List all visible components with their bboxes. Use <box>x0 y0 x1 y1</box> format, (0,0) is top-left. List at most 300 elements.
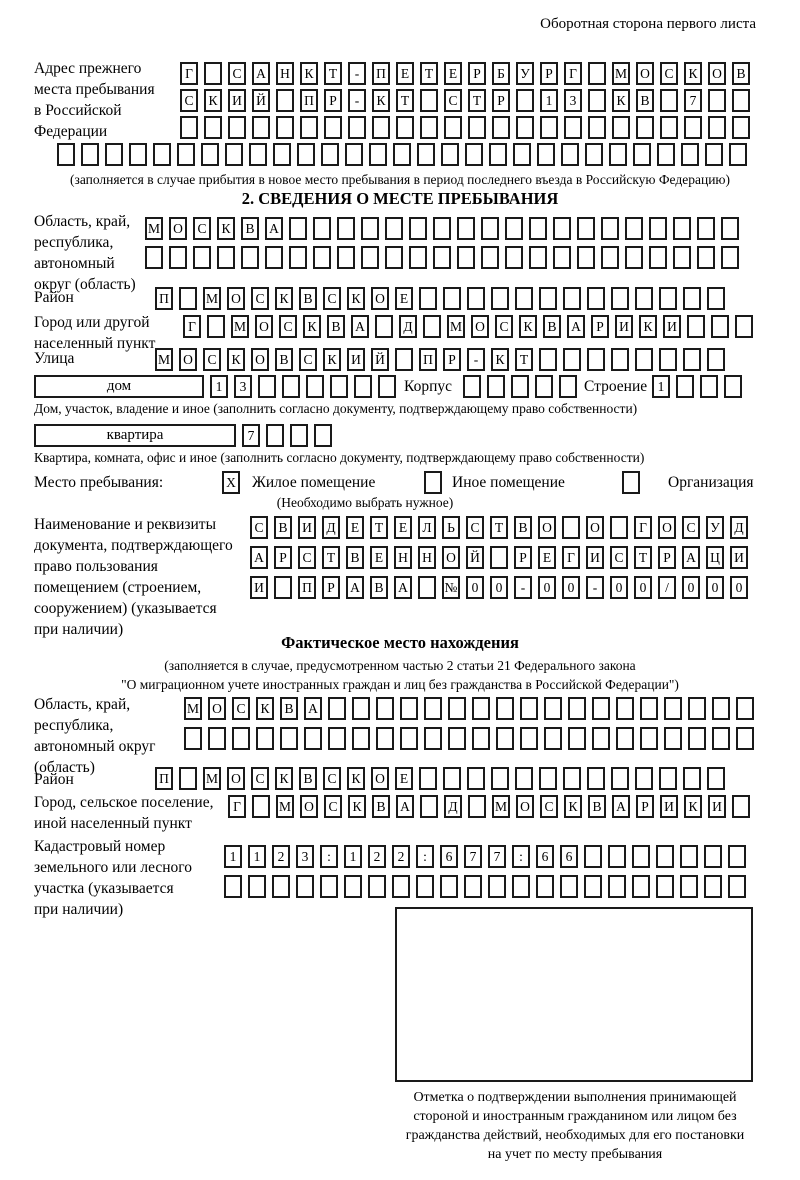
form-cell[interactable]: 6 <box>560 845 578 868</box>
form-cell[interactable]: С <box>444 89 462 112</box>
form-cell[interactable] <box>252 116 270 139</box>
form-cell[interactable]: Н <box>418 546 436 569</box>
form-cell[interactable] <box>505 246 523 269</box>
form-cell[interactable] <box>683 287 701 310</box>
form-cell[interactable] <box>616 727 634 750</box>
form-cell[interactable]: М <box>203 767 221 790</box>
form-cell[interactable] <box>625 217 643 240</box>
form-cell[interactable] <box>505 217 523 240</box>
form-cell[interactable]: К <box>300 62 318 85</box>
form-cell[interactable] <box>313 217 331 240</box>
form-cell[interactable] <box>611 287 629 310</box>
form-cell[interactable] <box>153 143 171 166</box>
form-cell[interactable] <box>217 246 235 269</box>
form-cell[interactable] <box>577 217 595 240</box>
form-cell[interactable] <box>468 795 486 818</box>
form-cell[interactable] <box>258 375 276 398</box>
form-cell[interactable]: Р <box>658 546 676 569</box>
form-cell[interactable]: Н <box>276 62 294 85</box>
form-cell[interactable] <box>252 795 270 818</box>
form-cell[interactable] <box>409 217 427 240</box>
form-cell[interactable]: П <box>155 767 173 790</box>
form-cell[interactable]: Ц <box>706 546 724 569</box>
form-cell[interactable] <box>81 143 99 166</box>
organization-checkbox[interactable] <box>622 471 640 494</box>
form-cell[interactable] <box>735 315 753 338</box>
form-cell[interactable]: Е <box>395 287 413 310</box>
form-cell[interactable]: Р <box>591 315 609 338</box>
form-cell[interactable] <box>587 767 605 790</box>
form-cell[interactable] <box>712 697 730 720</box>
form-cell[interactable] <box>664 727 682 750</box>
form-cell[interactable] <box>563 767 581 790</box>
form-cell[interactable] <box>457 246 475 269</box>
form-cell[interactable] <box>443 767 461 790</box>
form-cell[interactable]: 2 <box>272 845 290 868</box>
form-cell[interactable]: В <box>543 315 561 338</box>
form-cell[interactable]: И <box>660 795 678 818</box>
form-cell[interactable]: С <box>203 348 221 371</box>
form-cell[interactable]: К <box>323 348 341 371</box>
form-cell[interactable] <box>417 143 435 166</box>
form-cell[interactable] <box>354 375 372 398</box>
form-cell[interactable]: Л <box>418 516 436 539</box>
form-cell[interactable]: К <box>275 287 293 310</box>
form-cell[interactable]: Т <box>634 546 652 569</box>
form-cell[interactable]: О <box>516 795 534 818</box>
form-cell[interactable] <box>324 116 342 139</box>
form-cell[interactable]: К <box>256 697 274 720</box>
form-cell[interactable]: 7 <box>464 845 482 868</box>
form-cell[interactable]: К <box>217 217 235 240</box>
form-cell[interactable]: № <box>442 576 460 599</box>
form-cell[interactable] <box>656 845 674 868</box>
form-cell[interactable] <box>345 143 363 166</box>
form-cell[interactable] <box>330 375 348 398</box>
form-cell[interactable]: 3 <box>234 375 252 398</box>
form-cell[interactable]: С <box>251 767 269 790</box>
form-cell[interactable] <box>304 727 322 750</box>
form-cell[interactable] <box>683 348 701 371</box>
form-cell[interactable]: М <box>145 217 163 240</box>
form-cell[interactable] <box>736 727 754 750</box>
form-cell[interactable]: 2 <box>392 845 410 868</box>
form-cell[interactable] <box>179 767 197 790</box>
form-cell[interactable] <box>633 143 651 166</box>
form-cell[interactable]: 0 <box>706 576 724 599</box>
form-cell[interactable]: В <box>299 287 317 310</box>
form-cell[interactable]: Г <box>562 546 580 569</box>
form-cell[interactable] <box>228 116 246 139</box>
form-cell[interactable] <box>711 315 729 338</box>
form-cell[interactable] <box>297 143 315 166</box>
form-cell[interactable] <box>464 875 482 898</box>
form-cell[interactable] <box>321 143 339 166</box>
form-cell[interactable] <box>420 795 438 818</box>
form-cell[interactable] <box>553 217 571 240</box>
form-cell[interactable]: О <box>371 767 389 790</box>
form-cell[interactable] <box>448 727 466 750</box>
form-cell[interactable]: 3 <box>296 845 314 868</box>
form-cell[interactable] <box>273 143 291 166</box>
form-cell[interactable] <box>640 727 658 750</box>
form-cell[interactable] <box>608 845 626 868</box>
form-cell[interactable]: Т <box>515 348 533 371</box>
form-cell[interactable] <box>241 246 259 269</box>
form-cell[interactable] <box>728 875 746 898</box>
form-cell[interactable] <box>700 375 718 398</box>
form-cell[interactable] <box>529 217 547 240</box>
form-cell[interactable] <box>584 845 602 868</box>
form-cell[interactable]: 7 <box>488 845 506 868</box>
form-cell[interactable] <box>306 375 324 398</box>
form-cell[interactable] <box>328 697 346 720</box>
form-cell[interactable] <box>348 116 366 139</box>
form-cell[interactable] <box>728 845 746 868</box>
form-cell[interactable] <box>625 246 643 269</box>
form-cell[interactable] <box>248 875 266 898</box>
form-cell[interactable]: Р <box>322 576 340 599</box>
form-cell[interactable]: Т <box>370 516 388 539</box>
form-cell[interactable]: Р <box>636 795 654 818</box>
form-cell[interactable] <box>535 375 553 398</box>
form-cell[interactable]: Т <box>396 89 414 112</box>
form-cell[interactable] <box>280 727 298 750</box>
form-cell[interactable]: А <box>265 217 283 240</box>
form-cell[interactable]: В <box>346 546 364 569</box>
form-cell[interactable]: - <box>586 576 604 599</box>
form-cell[interactable]: О <box>251 348 269 371</box>
form-cell[interactable] <box>636 116 654 139</box>
form-cell[interactable] <box>274 576 292 599</box>
form-cell[interactable] <box>265 246 283 269</box>
form-cell[interactable] <box>105 143 123 166</box>
form-cell[interactable] <box>400 727 418 750</box>
form-cell[interactable] <box>184 727 202 750</box>
form-cell[interactable]: А <box>250 546 268 569</box>
form-cell[interactable] <box>697 217 715 240</box>
form-cell[interactable] <box>443 287 461 310</box>
form-cell[interactable] <box>563 348 581 371</box>
form-cell[interactable] <box>433 246 451 269</box>
form-cell[interactable] <box>688 727 706 750</box>
form-cell[interactable] <box>372 116 390 139</box>
form-cell[interactable] <box>145 246 163 269</box>
form-cell[interactable]: К <box>564 795 582 818</box>
form-cell[interactable] <box>467 767 485 790</box>
form-cell[interactable] <box>664 697 682 720</box>
form-cell[interactable]: К <box>372 89 390 112</box>
form-cell[interactable] <box>418 576 436 599</box>
form-cell[interactable]: О <box>708 62 726 85</box>
form-cell[interactable]: Р <box>443 348 461 371</box>
form-cell[interactable] <box>684 116 702 139</box>
form-cell[interactable]: 0 <box>466 576 484 599</box>
form-cell[interactable] <box>207 315 225 338</box>
form-cell[interactable]: С <box>610 546 628 569</box>
form-cell[interactable] <box>465 143 483 166</box>
form-cell[interactable]: С <box>250 516 268 539</box>
form-cell[interactable] <box>208 727 226 750</box>
form-cell[interactable]: А <box>394 576 412 599</box>
form-cell[interactable]: О <box>471 315 489 338</box>
form-cell[interactable] <box>376 727 394 750</box>
form-cell[interactable]: М <box>155 348 173 371</box>
form-cell[interactable] <box>724 375 742 398</box>
form-cell[interactable]: М <box>276 795 294 818</box>
form-cell[interactable]: К <box>519 315 537 338</box>
form-cell[interactable] <box>481 217 499 240</box>
form-cell[interactable] <box>588 116 606 139</box>
form-cell[interactable]: - <box>348 89 366 112</box>
form-cell[interactable] <box>680 845 698 868</box>
form-cell[interactable] <box>419 287 437 310</box>
form-cell[interactable] <box>204 116 222 139</box>
form-cell[interactable]: С <box>682 516 700 539</box>
form-cell[interactable]: С <box>180 89 198 112</box>
form-cell[interactable]: К <box>684 795 702 818</box>
form-cell[interactable]: - <box>348 62 366 85</box>
form-cell[interactable]: У <box>706 516 724 539</box>
form-cell[interactable]: А <box>351 315 369 338</box>
form-cell[interactable] <box>656 875 674 898</box>
form-cell[interactable]: С <box>299 348 317 371</box>
form-cell[interactable]: О <box>636 62 654 85</box>
form-cell[interactable]: И <box>250 576 268 599</box>
form-cell[interactable] <box>468 116 486 139</box>
form-cell[interactable] <box>708 89 726 112</box>
form-cell[interactable] <box>681 143 699 166</box>
form-cell[interactable] <box>282 375 300 398</box>
form-cell[interactable]: К <box>204 89 222 112</box>
form-cell[interactable] <box>201 143 219 166</box>
form-cell[interactable]: 7 <box>242 424 260 447</box>
form-cell[interactable] <box>496 697 514 720</box>
form-cell[interactable]: М <box>447 315 465 338</box>
form-cell[interactable]: Г <box>634 516 652 539</box>
form-cell[interactable] <box>587 348 605 371</box>
form-cell[interactable]: И <box>586 546 604 569</box>
form-cell[interactable] <box>289 246 307 269</box>
form-cell[interactable] <box>537 143 555 166</box>
form-cell[interactable]: Б <box>492 62 510 85</box>
form-cell[interactable] <box>635 767 653 790</box>
form-cell[interactable] <box>396 116 414 139</box>
form-cell[interactable] <box>424 727 442 750</box>
form-cell[interactable]: : <box>416 845 434 868</box>
form-cell[interactable]: В <box>280 697 298 720</box>
form-cell[interactable] <box>385 246 403 269</box>
form-cell[interactable] <box>463 375 481 398</box>
form-cell[interactable] <box>467 287 485 310</box>
form-cell[interactable]: К <box>227 348 245 371</box>
form-cell[interactable] <box>640 697 658 720</box>
form-cell[interactable]: И <box>228 89 246 112</box>
form-cell[interactable]: О <box>300 795 318 818</box>
form-cell[interactable] <box>420 116 438 139</box>
form-cell[interactable] <box>611 767 629 790</box>
form-cell[interactable] <box>393 143 411 166</box>
form-cell[interactable]: : <box>512 845 530 868</box>
form-cell[interactable]: О <box>227 287 245 310</box>
form-cell[interactable]: К <box>347 287 365 310</box>
form-cell[interactable]: М <box>203 287 221 310</box>
form-cell[interactable]: Т <box>468 89 486 112</box>
form-cell[interactable]: О <box>169 217 187 240</box>
form-cell[interactable]: К <box>303 315 321 338</box>
form-cell[interactable]: 1 <box>652 375 670 398</box>
form-cell[interactable]: Т <box>490 516 508 539</box>
form-cell[interactable] <box>608 875 626 898</box>
form-cell[interactable] <box>511 375 529 398</box>
form-cell[interactable]: С <box>298 546 316 569</box>
form-cell[interactable]: - <box>514 576 532 599</box>
form-cell[interactable] <box>588 62 606 85</box>
form-cell[interactable] <box>457 217 475 240</box>
form-cell[interactable]: Р <box>468 62 486 85</box>
form-cell[interactable] <box>57 143 75 166</box>
form-cell[interactable]: Р <box>540 62 558 85</box>
form-cell[interactable] <box>490 546 508 569</box>
form-cell[interactable]: В <box>588 795 606 818</box>
form-cell[interactable] <box>352 697 370 720</box>
form-cell[interactable] <box>539 287 557 310</box>
form-cell[interactable]: Р <box>324 89 342 112</box>
form-cell[interactable]: В <box>732 62 750 85</box>
form-cell[interactable] <box>392 875 410 898</box>
form-cell[interactable]: Г <box>180 62 198 85</box>
form-cell[interactable] <box>659 767 677 790</box>
form-cell[interactable] <box>673 217 691 240</box>
form-cell[interactable] <box>616 697 634 720</box>
form-cell[interactable]: Е <box>370 546 388 569</box>
form-cell[interactable]: Й <box>252 89 270 112</box>
form-cell[interactable] <box>232 727 250 750</box>
form-cell[interactable] <box>369 143 387 166</box>
form-cell[interactable] <box>352 727 370 750</box>
form-cell[interactable]: И <box>347 348 365 371</box>
form-cell[interactable]: Н <box>394 546 412 569</box>
form-cell[interactable] <box>544 727 562 750</box>
form-cell[interactable] <box>488 875 506 898</box>
form-cell[interactable] <box>632 845 650 868</box>
form-cell[interactable] <box>649 217 667 240</box>
form-cell[interactable] <box>276 116 294 139</box>
form-cell[interactable] <box>419 767 437 790</box>
form-cell[interactable]: А <box>612 795 630 818</box>
form-cell[interactable] <box>601 246 619 269</box>
form-cell[interactable] <box>516 89 534 112</box>
form-cell[interactable]: Д <box>444 795 462 818</box>
form-cell[interactable]: Т <box>420 62 438 85</box>
form-cell[interactable]: Т <box>322 546 340 569</box>
form-cell[interactable] <box>736 697 754 720</box>
form-cell[interactable]: П <box>155 287 173 310</box>
form-cell[interactable]: С <box>323 767 341 790</box>
form-cell[interactable]: К <box>491 348 509 371</box>
form-cell[interactable] <box>729 143 747 166</box>
form-cell[interactable] <box>491 287 509 310</box>
form-cell[interactable] <box>712 727 730 750</box>
form-cell[interactable]: С <box>660 62 678 85</box>
form-cell[interactable] <box>204 62 222 85</box>
form-cell[interactable]: П <box>298 576 316 599</box>
form-cell[interactable]: С <box>193 217 211 240</box>
form-cell[interactable]: Д <box>322 516 340 539</box>
form-cell[interactable] <box>584 875 602 898</box>
form-cell[interactable] <box>568 697 586 720</box>
form-cell[interactable]: 7 <box>684 89 702 112</box>
form-cell[interactable]: К <box>639 315 657 338</box>
form-cell[interactable] <box>481 246 499 269</box>
form-cell[interactable]: Г <box>228 795 246 818</box>
form-cell[interactable]: О <box>371 287 389 310</box>
form-cell[interactable] <box>562 516 580 539</box>
form-cell[interactable] <box>635 348 653 371</box>
form-cell[interactable] <box>409 246 427 269</box>
form-cell[interactable]: П <box>419 348 437 371</box>
form-cell[interactable] <box>612 116 630 139</box>
form-cell[interactable] <box>657 143 675 166</box>
form-cell[interactable] <box>536 875 554 898</box>
form-cell[interactable]: С <box>279 315 297 338</box>
form-cell[interactable]: С <box>228 62 246 85</box>
form-cell[interactable]: И <box>298 516 316 539</box>
form-cell[interactable] <box>520 727 538 750</box>
form-cell[interactable] <box>609 143 627 166</box>
form-cell[interactable]: В <box>275 348 293 371</box>
form-cell[interactable] <box>433 217 451 240</box>
form-cell[interactable]: В <box>636 89 654 112</box>
form-cell[interactable]: 1 <box>224 845 242 868</box>
form-cell[interactable] <box>289 217 307 240</box>
form-cell[interactable] <box>296 875 314 898</box>
form-cell[interactable]: К <box>347 767 365 790</box>
form-cell[interactable]: С <box>232 697 250 720</box>
form-cell[interactable] <box>561 143 579 166</box>
form-cell[interactable] <box>577 246 595 269</box>
form-cell[interactable] <box>361 246 379 269</box>
form-cell[interactable] <box>256 727 274 750</box>
form-cell[interactable] <box>337 246 355 269</box>
form-cell[interactable]: 0 <box>562 576 580 599</box>
form-cell[interactable]: / <box>658 576 676 599</box>
form-cell[interactable] <box>423 315 441 338</box>
form-cell[interactable] <box>424 697 442 720</box>
form-cell[interactable] <box>592 697 610 720</box>
form-cell[interactable] <box>707 348 725 371</box>
form-cell[interactable] <box>272 875 290 898</box>
form-cell[interactable]: И <box>615 315 633 338</box>
form-cell[interactable] <box>337 217 355 240</box>
form-cell[interactable] <box>193 246 211 269</box>
form-cell[interactable]: И <box>730 546 748 569</box>
form-cell[interactable]: Е <box>444 62 462 85</box>
form-cell[interactable]: С <box>323 287 341 310</box>
form-cell[interactable] <box>513 143 531 166</box>
form-cell[interactable]: А <box>396 795 414 818</box>
form-cell[interactable]: 1 <box>540 89 558 112</box>
form-cell[interactable] <box>697 246 715 269</box>
form-cell[interactable] <box>601 217 619 240</box>
form-cell[interactable] <box>489 143 507 166</box>
form-cell[interactable]: А <box>682 546 700 569</box>
form-cell[interactable] <box>585 143 603 166</box>
form-cell[interactable]: В <box>372 795 390 818</box>
form-cell[interactable] <box>129 143 147 166</box>
form-cell[interactable] <box>632 875 650 898</box>
form-cell[interactable]: К <box>348 795 366 818</box>
